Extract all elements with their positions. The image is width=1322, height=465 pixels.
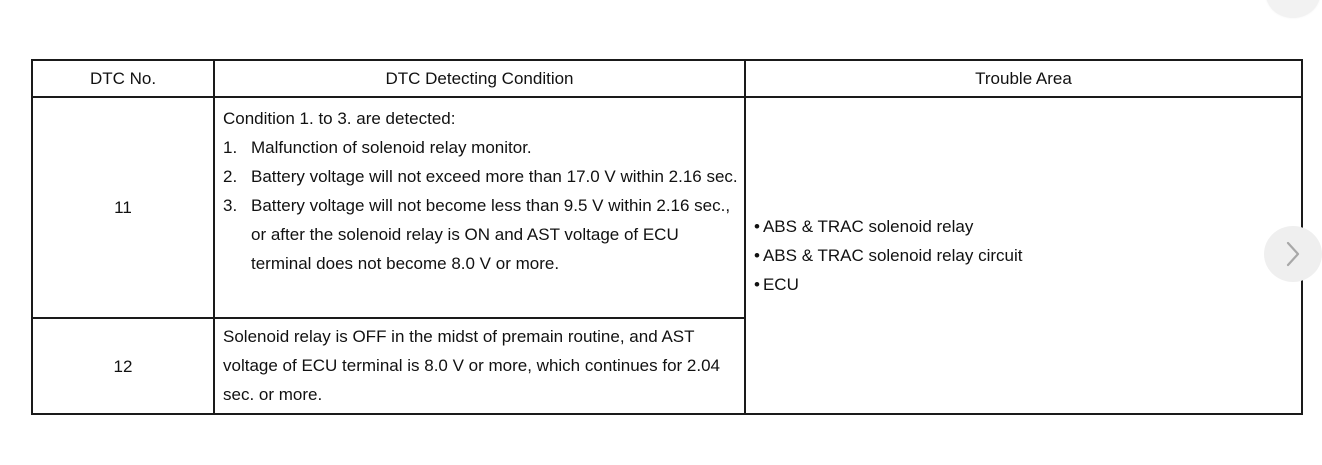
condition-item-text: Malfunction of solenoid relay monitor.	[251, 138, 532, 157]
table-header-row	[32, 60, 1302, 97]
condition-item	[223, 162, 738, 191]
trouble-area-item: • ECU	[754, 270, 1293, 299]
detecting-condition: Solenoid relay is OFF in the midst of premain routine, and AST voltage of ECU terminal is 8.0 V or more, which continues for 2.04 sec. or more.	[214, 318, 745, 414]
dtc-number: 11	[32, 97, 214, 318]
condition-list	[223, 133, 738, 278]
condition-lead: Condition 1. to 3. are detected:	[223, 109, 456, 128]
dtc-number: 12	[32, 318, 214, 414]
table-row	[32, 97, 1302, 318]
trouble-area-list	[754, 212, 1293, 299]
condition-item-text: Battery voltage will not exceed more than 17.0 V within 2.16 sec.	[251, 167, 738, 186]
chevron-right-icon	[1285, 240, 1301, 268]
condition-item-number: 1.	[223, 138, 238, 157]
condition-item	[223, 133, 738, 162]
header-dtc-no: DTC No.	[32, 60, 214, 97]
header-detecting-condition: DTC Detecting Condition	[214, 60, 745, 97]
condition-item-text: Battery voltage will not become less than 9.5 V within 2.16 sec., or after the solenoid relay is ON and AST voltage of ECU terminal does not become 8.0 V or more.	[251, 196, 731, 273]
top-floating-button[interactable]	[1266, 0, 1320, 18]
trouble-area-item: • ABS & TRAC solenoid relay circuit	[754, 241, 1293, 270]
trouble-area	[745, 97, 1302, 414]
condition-item-number: 2.	[223, 167, 238, 186]
trouble-area-item: • ABS & TRAC solenoid relay	[754, 212, 1293, 241]
dtc-table	[31, 59, 1303, 415]
next-page-button[interactable]	[1264, 226, 1322, 282]
detecting-condition	[214, 97, 745, 318]
condition-item-number: 3.	[223, 196, 238, 215]
header-trouble-area: Trouble Area	[745, 60, 1302, 97]
condition-item	[223, 191, 738, 278]
